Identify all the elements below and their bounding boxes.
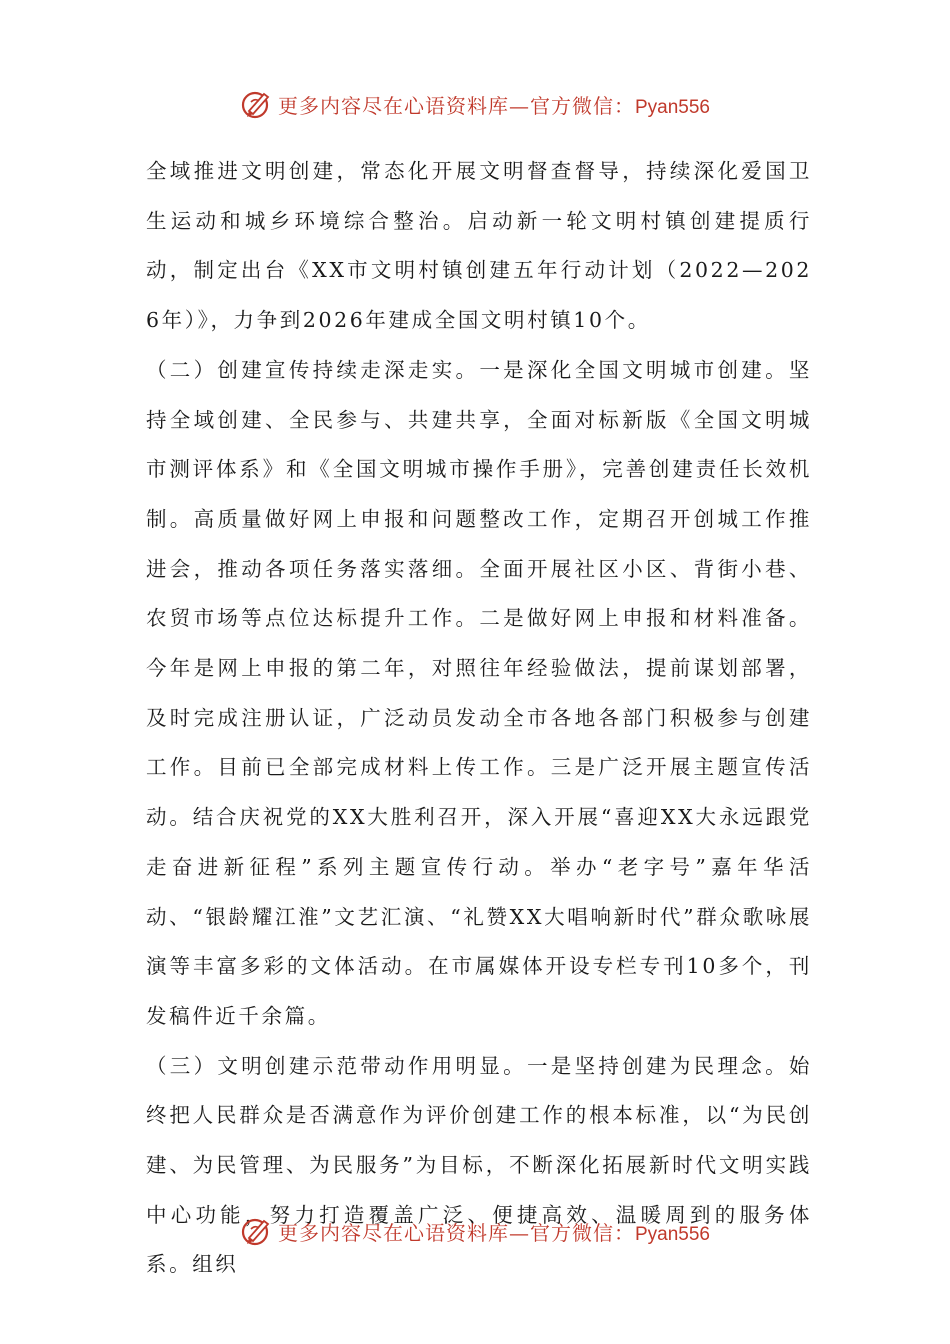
document-body (146, 147, 812, 1290)
banner-text: 更多内容尽在心语资料库—官方微信：Pyan556 (277, 1220, 710, 1245)
banner-text: 更多内容尽在心语资料库—官方微信：Pyan556 (277, 93, 710, 118)
wechat-id: Pyan556 (634, 96, 710, 118)
pen-seal-logo-icon (240, 1214, 274, 1248)
paragraph-section-3: （三）文明创建示范带动作用明显。一是坚持创建为民理念。始终把人民群众是否满意作为评价创建工作的根本标准，以“为民创建、为民管理、为民服务”为目标，不断深化拓展新时代文明实践中心功能，努力打造覆盖广泛、便捷高效、温暖周到的服务体系。组织 (146, 1053, 812, 1277)
wechat-id: Pyan556 (634, 1223, 710, 1245)
footer-banner (0, 1209, 950, 1253)
paragraph-section-2: （二）创建宣传持续走深走实。一是深化全国文明城市创建。坚持全域创建、全民参与、共建共享，全面对标新版《全国文明城市测评体系》和《全国文明城市操作手册》，完善创建责任长效机制。高质量做好网上申报和问题整改工作，定期召开创城工作推进会，推动各项任务落实落细。全面开展社区小区、背街小巷、农贸市场等点位达标提升工作。二是做好网上申报和材料准备。今年是网上申报的第二年，对照往年经验做法，提前谋划部署，及时完成注册认证，广泛动员发动全市各地各部门积极参与创建工作。目前已全部完成材料上传工作。三是广泛开展主题宣传活动。结合庆祝党的XX大胜利召开，深入开展“喜迎XX大永远跟党走奋进新征程”系列主题宣传行动。举办“老字号”嘉年华活动、“银龄耀江淮”文艺汇演、“礼赞XX大唱响新时代”群众歌咏展演等丰富多彩的文体活动。在市属媒体开设专栏专刊10多个，刊发稿件近千余篇。 (146, 357, 812, 1028)
pen-seal-logo-icon (240, 87, 274, 121)
paragraph-continued: 全域推进文明创建，常态化开展文明督查督导，持续深化爱国卫生运动和城乡环境综合整治。启动新一轮文明村镇创建提质行动，制定出台《XX市文明村镇创建五年行动计划（2022—2026年）》，力争到2026年建成全国文明村镇10个。 (146, 159, 812, 333)
header-banner (0, 82, 950, 126)
